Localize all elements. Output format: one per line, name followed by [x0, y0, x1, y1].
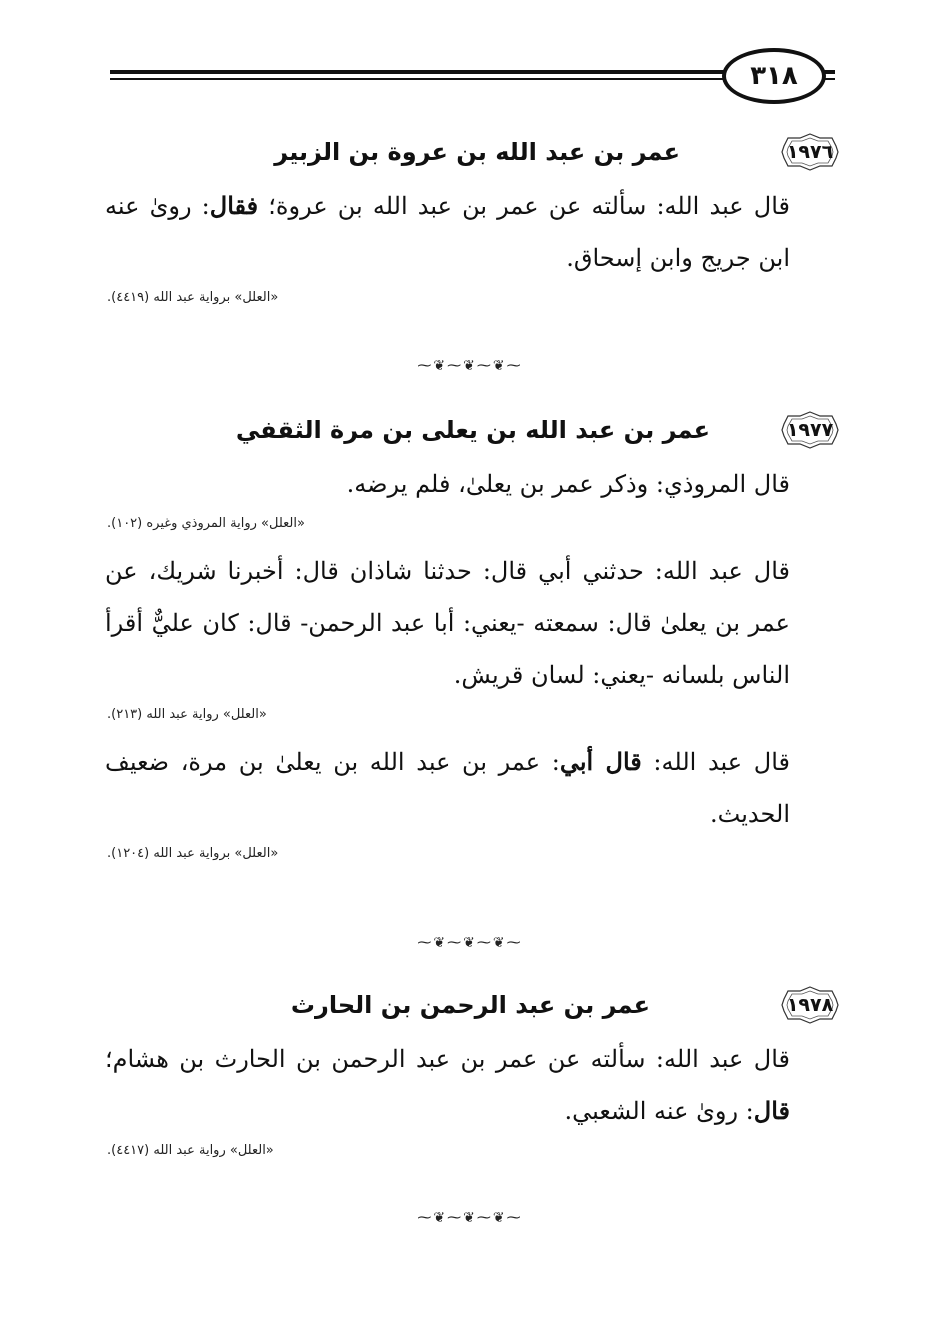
paragraph: قال عبد الله: سألته عن عمر بن عبد الرحمن بن الحارث بن هشام؛ قال: رویٰ عنه الشعبي. — [105, 1045, 790, 1125]
paragraph: قال عبد الله: حدثني أبي قال: حدثنا شاذان قال: أخبرنا شريك، عن عمر بن يعلىٰ قال: سمعته -يعني: أبا عبد الرحمن- قال: كان عليٌّ أقرأ الناس بلسانه -يعني: لسان قريش. — [105, 557, 790, 689]
page-number: ٣١٨ — [722, 48, 826, 104]
paragraph: قال عبد الله: سألته عن عمر بن عبد الله بن عروة؛ فقال: رویٰ عنه ابن جريج وابن إسحاق. — [105, 191, 790, 272]
source-citation: «العلل» رواية عبد الله (٤٤١٧). — [107, 1143, 274, 1158]
section-divider-ornament: ⁓❦⁓❦⁓❦⁓ — [417, 935, 523, 951]
entry-1977 — [105, 410, 840, 875]
entry-head — [105, 985, 840, 1033]
entry-number-badge: ١٩٧٧ — [780, 410, 840, 450]
entry-head — [105, 132, 840, 180]
entry-title: عمر بن عبد الرحمن بن الحارث — [290, 991, 650, 1019]
entry-1976 — [105, 132, 840, 319]
entry-title: عمر بن عبد الله بن عروة بن الزبير — [274, 138, 680, 166]
source-citation: «العلل» برواية عبد الله (٤٤١٩). — [107, 290, 279, 305]
section-divider-ornament: ⁓❦⁓❦⁓❦⁓ — [417, 358, 523, 374]
entry-1978 — [105, 985, 840, 1172]
source-citation: «العلل» رواية عبد الله (٢١٣). — [107, 707, 267, 722]
entry-number-badge: ١٩٧٨ — [780, 985, 840, 1025]
paragraph: قال المروذي: وذكر عمر بن يعلىٰ، فلم يرضه. — [346, 470, 790, 498]
entry-number-badge: ١٩٧٦ — [780, 132, 840, 172]
paragraph: قال عبد الله: قال أبي: عمر بن عبد الله بن يعلىٰ بن مرة، ضعيف الحديث. — [105, 747, 790, 828]
entry-head — [105, 410, 840, 458]
section-divider-ornament: ⁓❦⁓❦⁓❦⁓ — [417, 1210, 523, 1226]
entry-title: عمر بن عبد الله بن يعلى بن مرة الثقفي — [235, 416, 710, 444]
source-citation: «العلل» برواية عبد الله (١٢٠٤). — [107, 846, 279, 861]
source-citation: «العلل» رواية المروذي وغيره (١٠٢). — [107, 516, 305, 531]
